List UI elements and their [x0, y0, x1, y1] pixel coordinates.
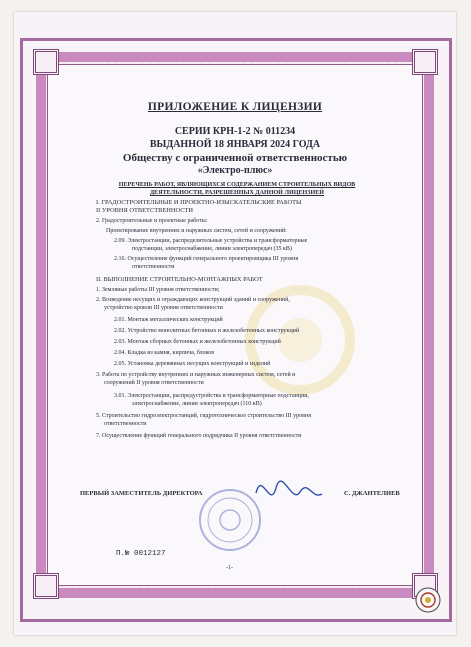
list-item: 2.16. Осуществление функций генерального проектировщика III уровня	[114, 256, 299, 262]
corner-ornament-top-left	[33, 49, 59, 75]
section-1-level: II УРОВНЯ ОТВЕТСТВЕННОСТИ	[96, 207, 193, 214]
form-number: П.№ 0012127	[116, 550, 166, 558]
page-marker: -1-	[226, 565, 233, 571]
list-item: 2.03. Монтаж сборных бетонных и железобетонных конструкций	[114, 339, 281, 345]
list-item: электроснабжение, линии электропередач (110 кВ)	[132, 401, 262, 407]
section-1-heading: I. ГРАДОСТРОИТЕЛЬНЫЕ И ПРОЕКТНО-ИЗЫСКАТЕЛЬСКИЕ РАБОТЫ	[96, 199, 302, 206]
list-title: ПЕРЕЧЕНЬ РАБОТ, ЯВЛЯЮЩИХСЯ СОДЕРЖАНИЕМ СТРОИТЕЛЬНЫХ ВИДОВ ДЕЯТЕЛЬНОСТИ, РАЗРЕШЕННЫХ ДАННОЙ ЛИЦЕНЗИЕЙ	[118, 182, 356, 196]
list-item: 2.05. Установка деревянных несущих конструкций и изделий	[114, 361, 271, 367]
corner-ornament-bottom-right	[412, 573, 438, 599]
list-item: 1. Земляные работы III уровня ответственности;	[96, 287, 220, 293]
list-item: 3.01. Электростанции, распредустройства и трансформаторные подстанции,	[114, 393, 310, 399]
corner-ornament-bottom-left	[33, 573, 59, 599]
license-series: СЕРИИ КРН-1-2 № 011234	[174, 126, 296, 137]
list-item: сооружений II уровня ответственности	[104, 380, 204, 386]
company-name: «Электро-плюс»	[197, 165, 273, 176]
list-item: 2.04. Кладка из камня, кирпича, блоков	[114, 350, 215, 356]
signatory-position: ПЕРВЫЙ ЗАМЕСТИТЕЛЬ ДИРЕКТОРА	[80, 490, 203, 497]
list-item: 2. Градостроительные и проектные работы:	[96, 218, 208, 224]
list-item: Проектирование внутренних и наружных систем, сетей и сооружений:	[106, 228, 287, 234]
list-item: 2. Возведение несущих и ограждающих конструкций зданий и сооружений,	[96, 297, 290, 303]
list-item: ответственности	[104, 421, 147, 427]
section-2-heading: II. ВЫПОЛНЕНИЕ СТРОИТЕЛЬНО-МОНТАЖНЫХ РАБОТ	[96, 276, 263, 283]
list-item: 2.02. Устройство монолитных бетонных и железобетонных конструкций	[114, 328, 300, 334]
list-item: 2.09. Электростанции, распределительные устройства и трансформаторные	[114, 238, 308, 244]
corner-ornament-top-right	[412, 49, 438, 75]
list-item: ответственности	[132, 264, 175, 270]
issue-date: ВЫДАННОЙ 18 ЯНВАРЯ 2024 ГОДА	[149, 139, 321, 150]
list-item: 5. Строительство гидроэлектростанций, гидротехническое строительство III уровня	[96, 413, 311, 419]
list-item: устройство кровли III уровня ответственности	[104, 305, 223, 311]
list-item: 3. Работа по устройству внутренних и наружных инженерных систем, сетей и	[96, 372, 296, 378]
company-line-1: Обществу с ограниченной ответственностью	[122, 152, 348, 164]
list-item: 2.01. Монтаж металлических конструкций	[114, 317, 223, 323]
list-item: подстанции, электроснабжение, линии электропередач (35 кВ)	[132, 246, 292, 252]
list-item: 7. Осуществление функций генерального подрядчика II уровня ответственности	[96, 433, 302, 439]
signatory-name: С. ДЖАНТЕЛИЕВ	[344, 490, 400, 497]
document-title: ПРИЛОЖЕНИЕ К ЛИЦЕНЗИИ	[147, 101, 323, 113]
